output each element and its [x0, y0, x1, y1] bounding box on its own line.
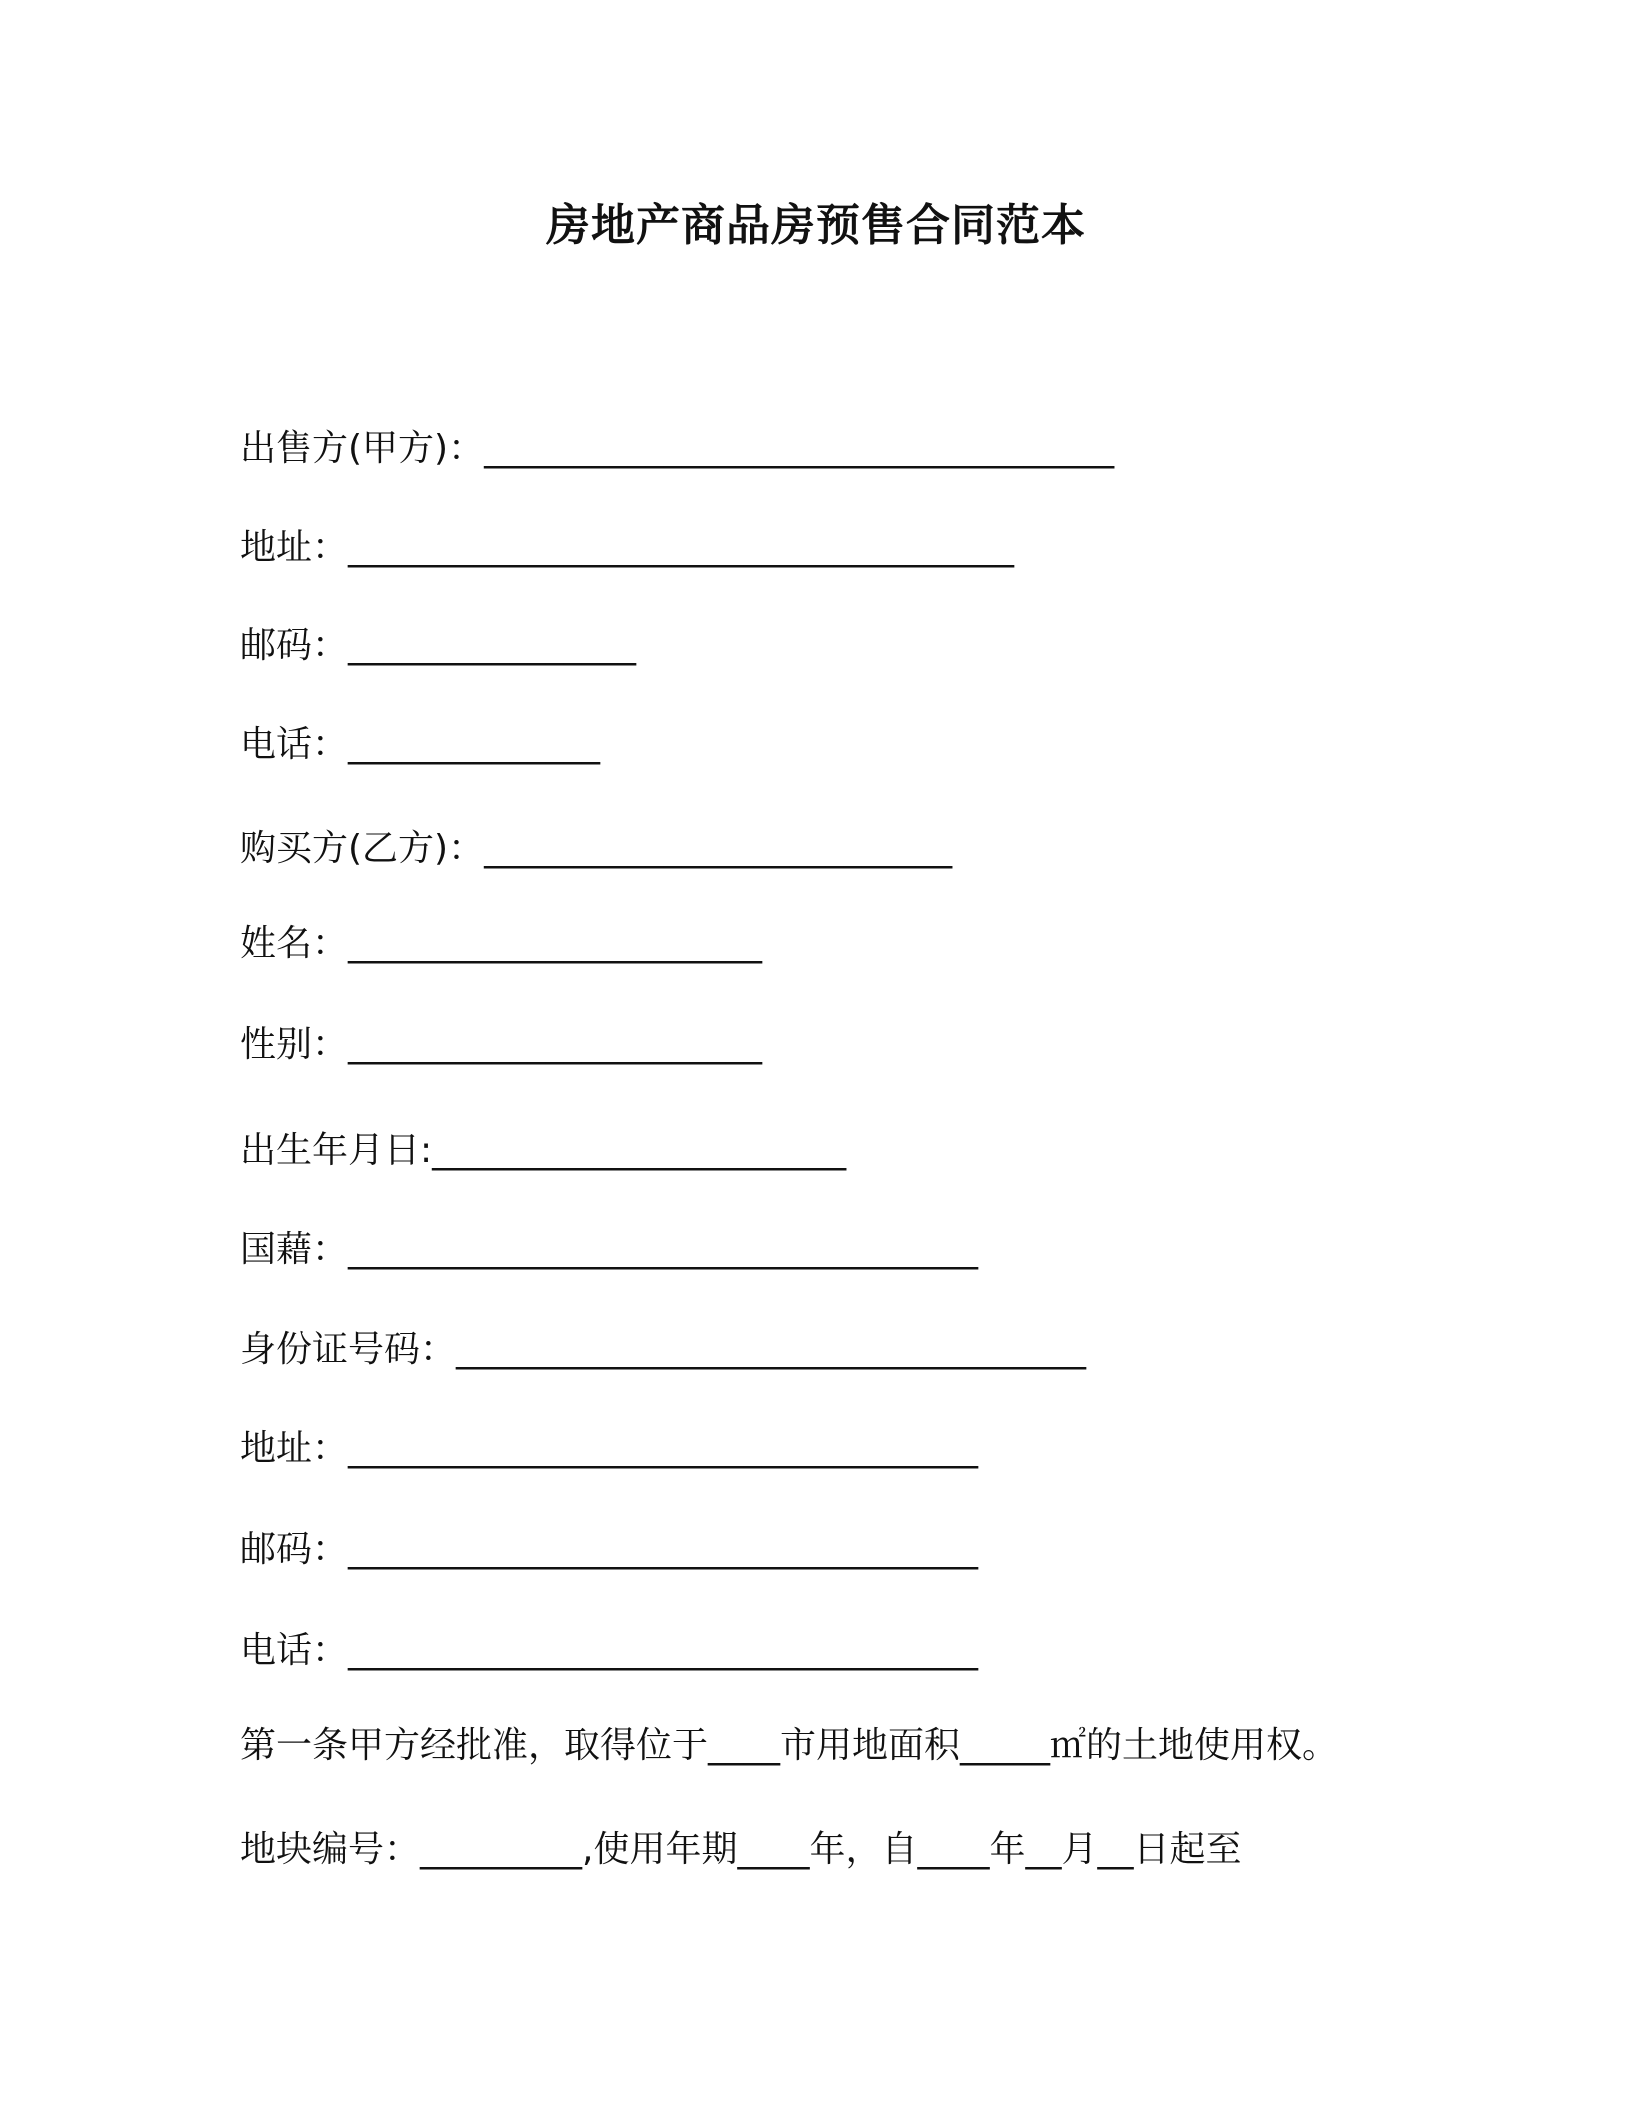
document-title: 房地产商品房预售合同范本: [546, 200, 1086, 251]
buyer-phone-line: 电话：___________________________________: [240, 1630, 979, 1671]
seller-address-line: 地址：_____________________________________: [240, 527, 1015, 568]
seller-line: 出售方(甲方)：___________________________________: [240, 428, 1115, 469]
buyer-birthdate-line: 出生年月日:_______________________: [240, 1130, 847, 1171]
buyer-postcode-line: 邮码：___________________________________: [240, 1529, 979, 1570]
buyer-id-number-line: 身份证号码：___________________________________: [240, 1329, 1087, 1370]
buyer-address-line: 地址：___________________________________: [240, 1428, 979, 1469]
article-one-line: 第一条甲方经批准，取得位于____市用地面积_____㎡的土地使用权。: [240, 1725, 1339, 1766]
seller-postcode-line: 邮码：________________: [240, 625, 637, 666]
buyer-line: 购买方(乙方)：__________________________: [240, 828, 953, 869]
buyer-gender-line: 性别：_______________________: [240, 1024, 763, 1065]
plot-number-line: 地块编号：_________,使用年期____年，自____年__月__日起至: [240, 1829, 1242, 1870]
seller-phone-line: 电话：______________: [240, 724, 601, 765]
buyer-name-line: 姓名：_______________________: [240, 923, 763, 964]
buyer-nationality-line: 国藉：___________________________________: [240, 1229, 979, 1270]
